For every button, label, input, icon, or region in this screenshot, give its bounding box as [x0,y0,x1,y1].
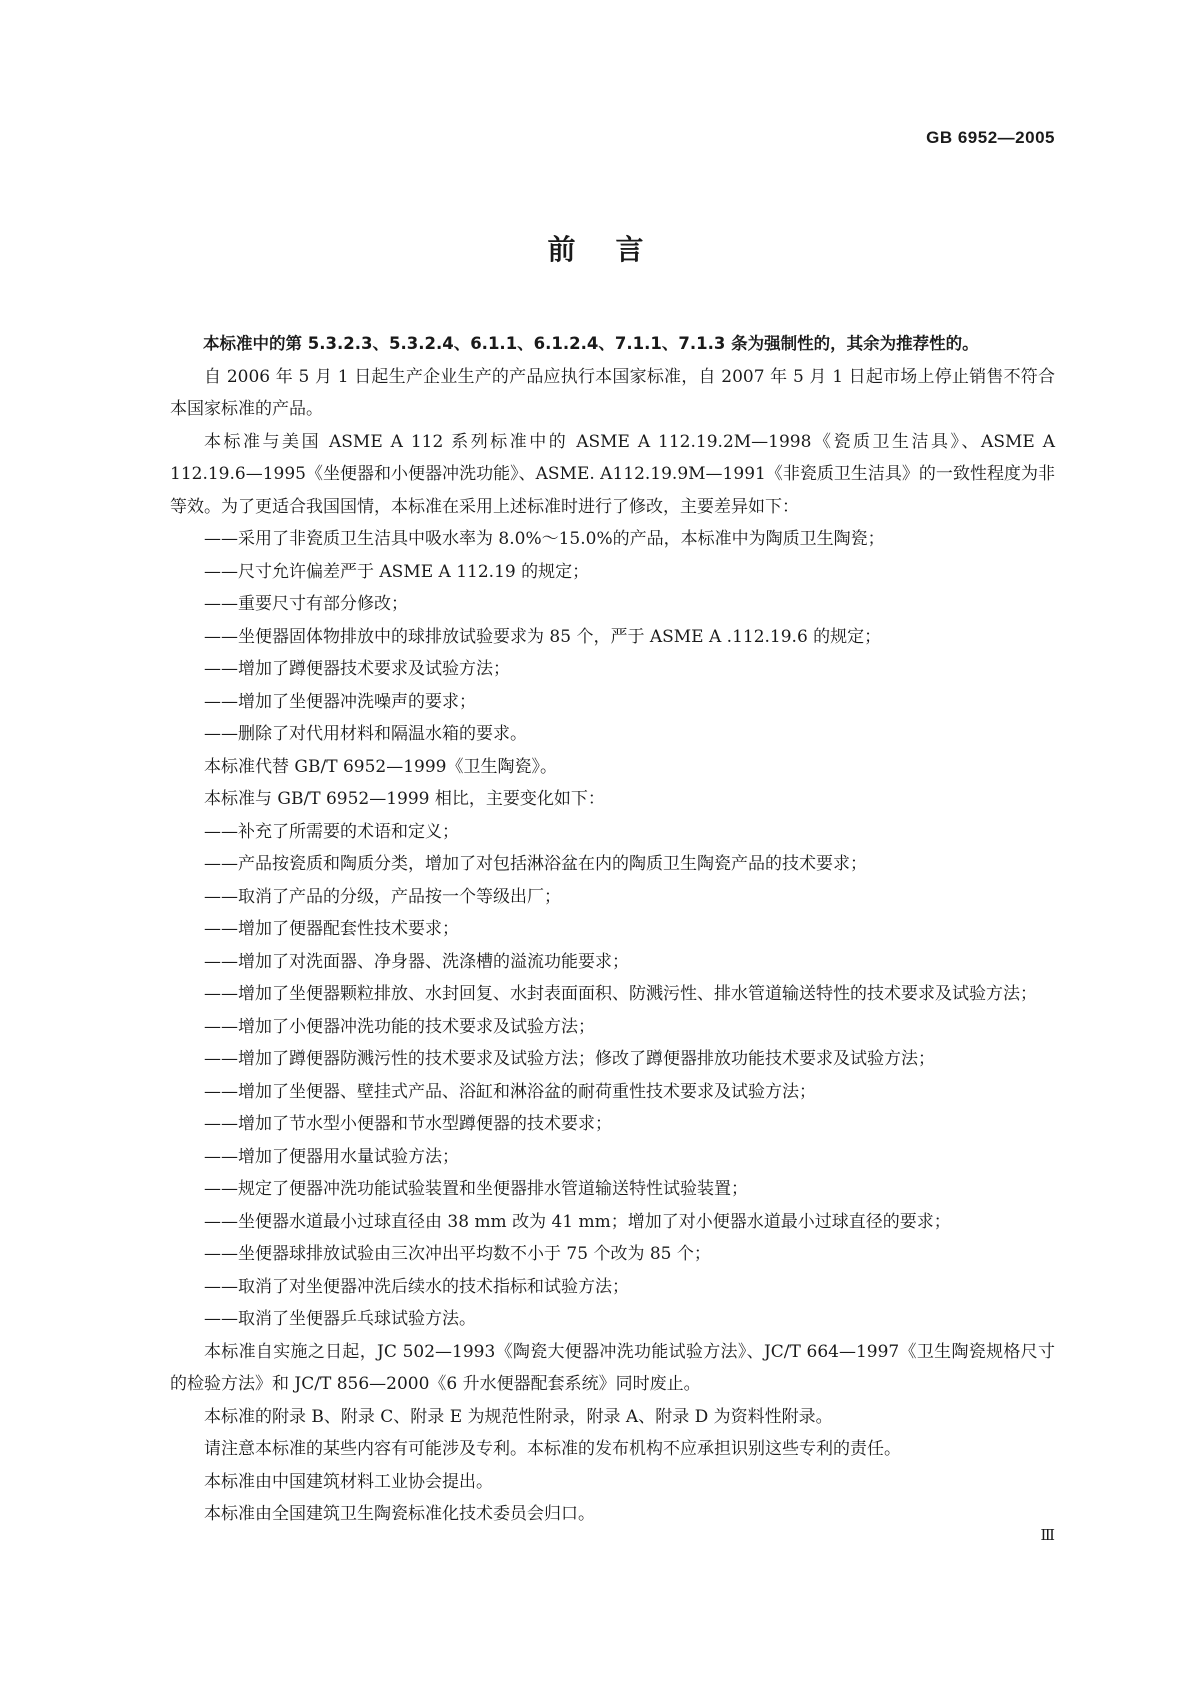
list-item-change: ——坐便器球排放试验由三次冲出平均数不小于 75 个改为 85 个； [204,1244,711,1264]
paragraph-replaces: 本标准代替 GB/T 6952—1999《卫生陶瓷》。 [204,756,557,777]
list-item-difference: ——增加了坐便器冲洗噪声的要求； [204,691,476,712]
list-item-change: ——规定了便器冲洗功能试验装置和坐便器排水管道输送特性试验装置； [204,1179,748,1199]
list-item-difference: ——尺寸允许偏差严于 ASME A 112.19 的规定； [204,561,590,582]
standard-code: GB 6952—2005 [926,128,1055,147]
list-item-change: ——增加了便器配套性技术要求； [204,919,459,939]
list-item-change: ——补充了所需要的术语和定义； [204,821,459,842]
list-item-difference: ——重要尺寸有部分修改； [204,594,408,614]
paragraph-managed-by: 本标准由全国建筑卫生陶瓷标准化技术委员会归口。 [204,1504,595,1524]
list-item-change: ——增加了节水型小便器和节水型蹲便器的技术要求； [204,1114,612,1134]
paragraph-proposed-by: 本标准由中国建筑材料工业协会提出。 [204,1471,493,1492]
list-item-change: ——取消了坐便器乒乓球试验方法。 [204,1309,476,1329]
list-item-difference: ——删除了对代用材料和隔温水箱的要求。 [204,724,527,744]
paragraph-repealed-standards: 本标准自实施之日起，JC 502—1993《陶瓷大便器冲洗功能试验方法》、JC/T 664—1997《卫生陶瓷规格尺寸的检验方法》和 JC/T 856—2000《6 升水便器配套系统》同时废止。 [170,1341,1055,1394]
list-item-change: ——增加了便器用水量试验方法； [204,1146,459,1167]
list-item-change: ——取消了产品的分级，产品按一个等级出厂； [204,886,561,907]
paragraph-appendices: 本标准的附录 B、附录 C、附录 E 为规范性附录，附录 A、附录 D 为资料性附录。 [204,1406,833,1427]
list-item-difference: ——坐便器固体物排放中的球排放试验要求为 85 个，严于 ASME A .112.19.6 的规定； [204,626,882,647]
paragraph-asme-consistency: 本标准与美国 ASME A 112 系列标准中的 ASME A 112.19.2M—1998《瓷质卫生洁具》、ASME A 112.19.6—1995《坐便器和小便器冲洗功能》、ASME. A112.19.9M—1991《非瓷质卫生洁具》的一致性程度为非等效。为了更适合我国国情，本标准在采用上述标准时进行了修改，主要差异如下： [170,431,1055,517]
paragraph-mandatory-clauses: 本标准中的第 5.3.2.3、5.3.2.4、6.1.1、6.1.2.4、7.1.1、7.1.3 条为强制性的，其余为推荐性的。 [203,334,979,353]
list-item-change: ——取消了对坐便器冲洗后续水的技术指标和试验方法； [204,1276,629,1297]
list-item-change: ——增加了对洗面器、净身器、洗涤槽的溢流功能要求； [204,951,629,972]
document-body [170,328,1055,1531]
list-item-change: ——增加了坐便器颗粒排放、水封回复、水封表面面积、防溅污性、排水管道输送特性的技术要求及试验方法； [204,984,1037,1004]
page-title: 前言 [547,233,684,266]
list-item-change: ——坐便器水道最小过球直径由 38 mm 改为 41 mm；增加了对小便器水道最小过球直径的要求； [204,1211,951,1232]
list-item-difference: ——采用了非瓷质卫生洁具中吸水率为 8.0%～15.0%的产品，本标准中为陶质卫生陶瓷； [204,529,885,549]
list-item-change: ——增加了坐便器、壁挂式产品、浴缸和淋浴盆的耐荷重性技术要求及试验方法； [204,1081,816,1102]
list-item-difference: ——增加了蹲便器技术要求及试验方法； [204,659,510,679]
page-number: Ⅲ [1040,1526,1055,1544]
paragraph-changes-intro: 本标准与 GB/T 6952—1999 相比，主要变化如下： [204,789,605,809]
paragraph-effective-dates: 自 2006 年 5 月 1 日起生产企业生产的产品应执行本国家标准，自 2007 年 5 月 1 日起市场上停止销售不符合本国家标准的产品。 [170,366,1055,419]
paragraph-patent-notice: 请注意本标准的某些内容有可能涉及专利。本标准的发布机构不应承担识别这些专利的责任。 [204,1439,901,1459]
list-item-change: ——产品按瓷质和陶质分类，增加了对包括淋浴盆在内的陶质卫生陶瓷产品的技术要求； [204,854,867,874]
list-item-change: ——增加了小便器冲洗功能的技术要求及试验方法； [204,1016,595,1037]
list-item-change: ——增加了蹲便器防溅污性的技术要求及试验方法；修改了蹲便器排放功能技术要求及试验方法； [204,1049,935,1069]
